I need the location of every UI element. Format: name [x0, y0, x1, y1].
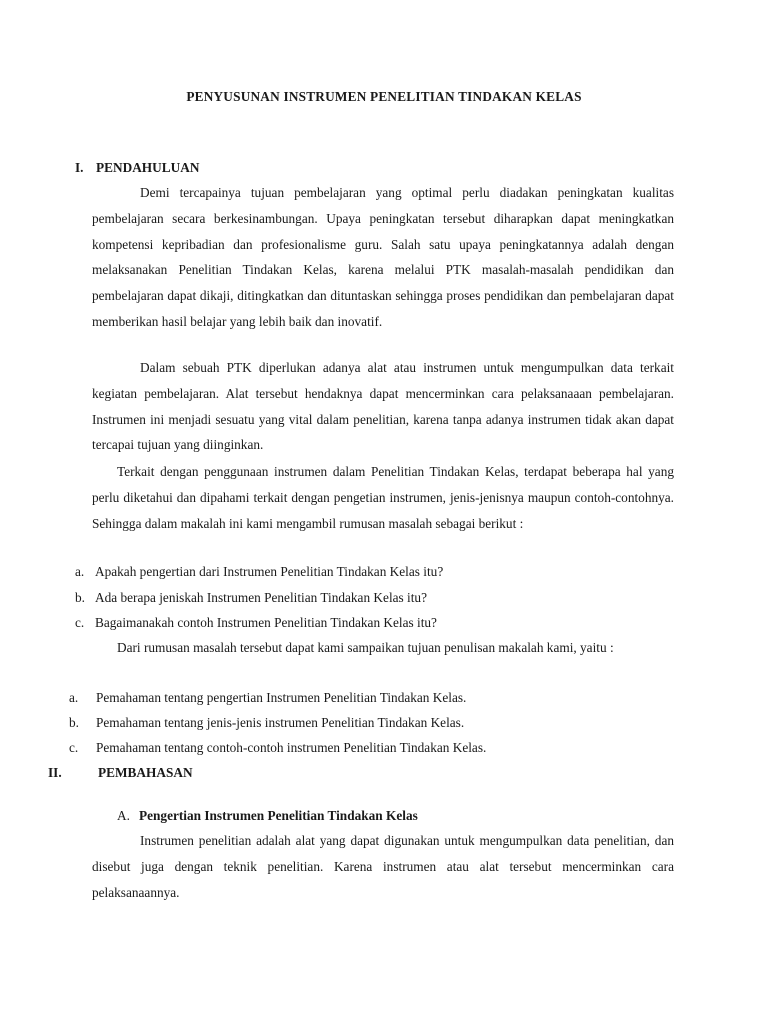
subsection-a-heading: Pengertian Instrumen Penelitian Tindakan Kelas: [139, 808, 418, 823]
goal-item: Pemahaman tentang jenis-jenis instrumen Penelitian Tindakan Kelas.: [96, 715, 465, 730]
goal-item: Pemahaman tentang contoh-contoh instrumen Penelitian Tindakan Kelas.: [96, 740, 487, 755]
intro-paragraph-3: Terkait dengan penggunaan instrumen dalam Penelitian Tindakan Kelas, terdapat beberapa hal yang perlu diketahui dan dipahami terkait dengan pengetian instrumen, jenis-jenisnya maupun contoh-contohnya. Sehingga dalam makalah ini kami mengambil rumusan masalah sebagai berikut :: [92, 464, 674, 531]
intro-paragraph-2: Dalam sebuah PTK diperlukan adanya alat atau instrumen untuk mengumpulkan data terkait kegiatan pembelajaran. Alat tersebut hendaknya dapat mencerminkan cara pelaksanaaan pembelajaran. Instrumen ini menjadi sesuatu yang vital dalam penelitian, karena tanpa adanya instrumen tidak akan dapat tercapai tujuan yang diinginkan.: [92, 360, 674, 453]
goal-item: Pemahaman tentang pengertian Instrumen Penelitian Tindakan Kelas.: [96, 690, 467, 705]
question-marker: c.: [75, 615, 85, 630]
question-item: Ada berapa jeniskah Instrumen Penelitian Tindakan Kelas itu?: [95, 590, 427, 605]
goal-marker: a.: [69, 690, 79, 705]
section-2-number: II.: [48, 765, 62, 780]
subsection-a-marker: A.: [117, 808, 130, 823]
section-2-heading: PEMBAHASAN: [98, 765, 193, 780]
intro-paragraph-1: Demi tercapainya tujuan pembelajaran yang optimal perlu diadakan peningkatan kualitas pembelajaran secara berkesinambungan. Upaya peningkatan tersebut diharapkan dapat meningkatkan kompetensi kepribadian dan profesionalisme guru. Salah satu upaya peningkatannya adalah dengan melaksanakan Penelitian Tindakan Kelas, karena melalui PTK masalah-masalah pendidikan dan pembelajaran dapat dikaji, ditingkatkan dan dituntaskan sehingga proses pendidikan dan pembelajaran dapat memberikan hasil belajar yang lebih baik dan inovatif.: [92, 185, 674, 329]
document-title: PENYUSUNAN INSTRUMEN PENELITIAN TINDAKAN KELAS: [186, 89, 582, 104]
question-item: Apakah pengertian dari Instrumen Penelitian Tindakan Kelas itu?: [95, 564, 444, 579]
question-marker: b.: [75, 590, 85, 605]
section-1-heading: PENDAHULUAN: [96, 160, 200, 175]
question-item: Bagaimanakah contoh Instrumen Penelitian Tindakan Kelas itu?: [95, 615, 437, 630]
goal-marker: c.: [69, 740, 79, 755]
goal-marker: b.: [69, 715, 79, 730]
subsection-a-paragraph: Instrumen penelitian adalah alat yang dapat digunakan untuk mengumpulkan data penelitian, dan disebut juga dengan teknik penelitian. Karena instrumen atau alat tersebut mencerminkan cara pelaksanaannya.: [92, 833, 674, 900]
question-marker: a.: [75, 564, 85, 579]
goals-intro-paragraph: Dari rumusan masalah tersebut dapat kami sampaikan tujuan penulisan makalah kami, yaitu :: [117, 640, 614, 655]
section-1-number: I.: [75, 160, 84, 175]
